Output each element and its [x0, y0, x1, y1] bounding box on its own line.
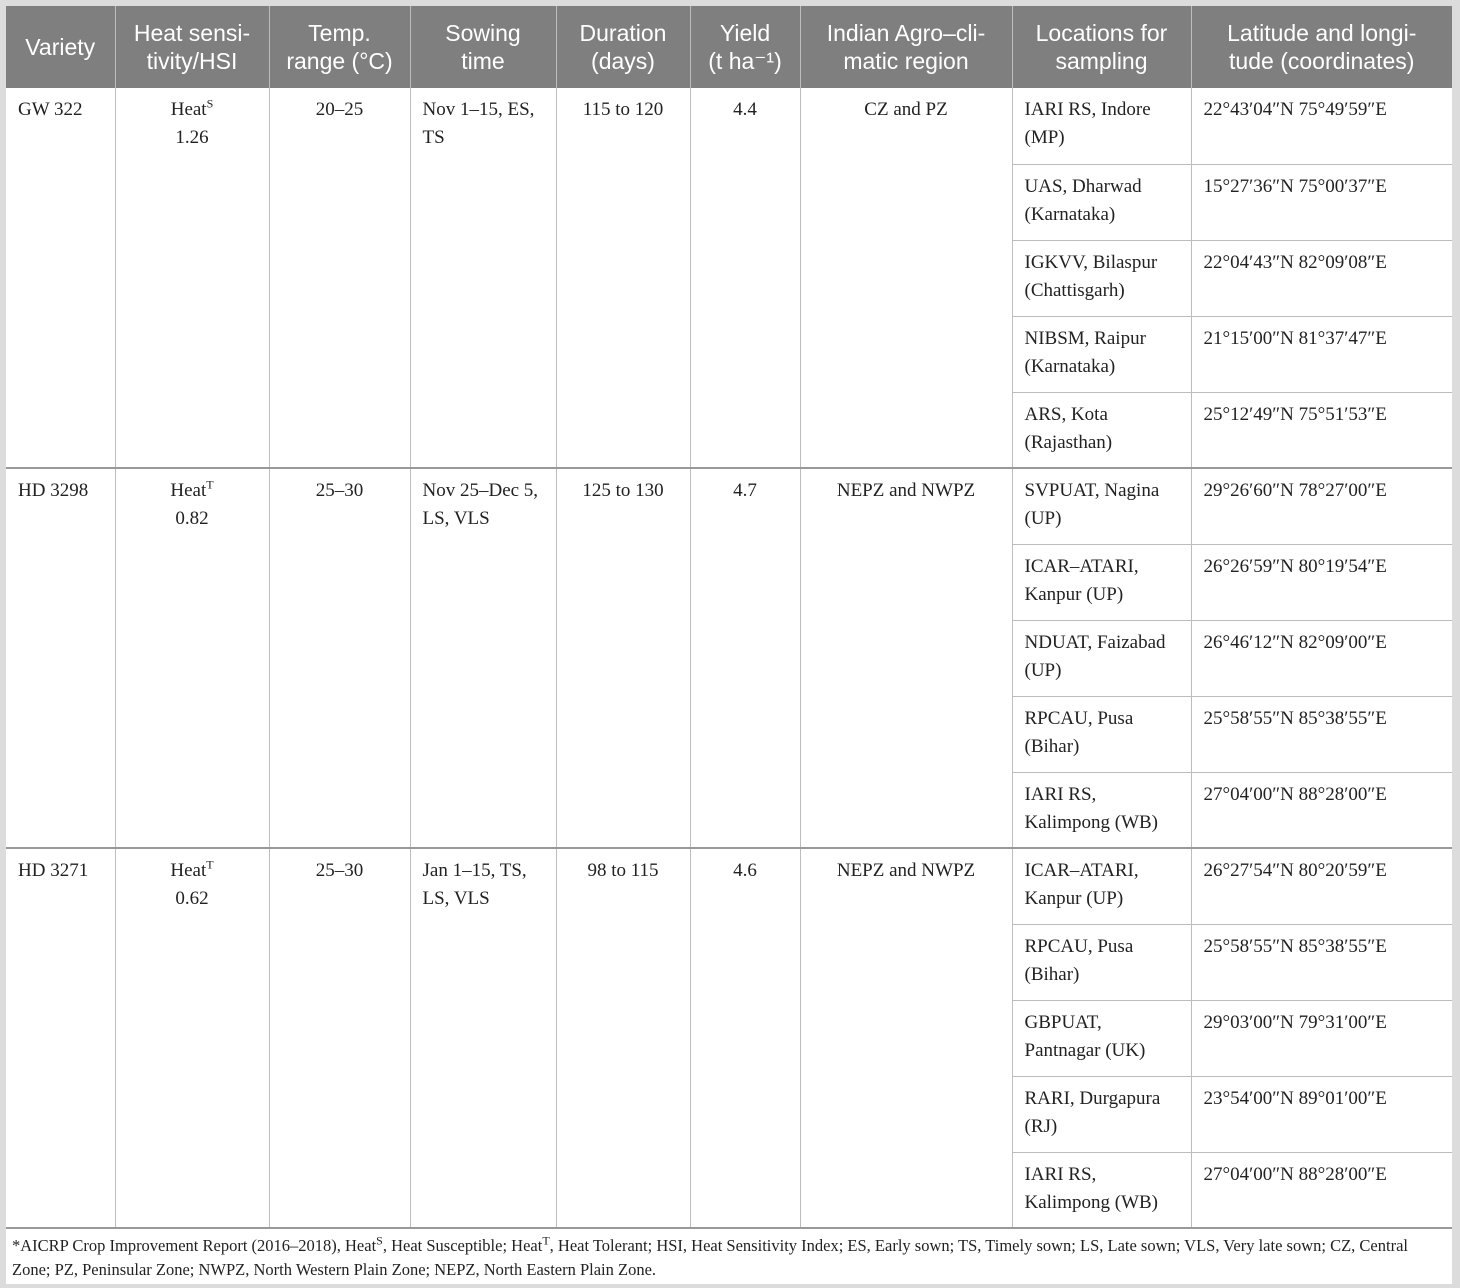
location-cell: ARS, Kota (Rajasthan) [1012, 392, 1191, 468]
heat-class-superscript: T [206, 477, 214, 492]
temp-range-cell: 25–30 [269, 848, 410, 1228]
heat-class-superscript: T [206, 857, 214, 872]
heat-class-superscript: S [206, 96, 214, 111]
heat-label: Heat [170, 480, 207, 501]
location-cell: SVPUAT, Nagina (UP) [1012, 468, 1191, 544]
column-header: Temp. range (°C) [269, 6, 410, 88]
coordinates-cell: 22°04′43″N 82°09′08″E [1191, 240, 1452, 316]
duration-cell: 125 to 130 [556, 468, 690, 848]
coordinates-cell: 21°15′00″N 81°37′47″E [1191, 316, 1452, 392]
coordinates-cell: 25°58′55″N 85°38′55″E [1191, 924, 1452, 1000]
sowing-time-cell: Nov 25–Dec 5, LS, VLS [410, 468, 556, 848]
column-header: Heat sensi- tivity/HSI [115, 6, 269, 88]
heat-sensitivity-cell [115, 88, 269, 468]
footnote-part1: *AICRP Crop Improvement Report (2016–2018), Heat [12, 1236, 377, 1255]
heat-label: Heat [170, 860, 207, 881]
temp-range-cell: 25–30 [269, 468, 410, 848]
coordinates-cell: 25°12′49″N 75°51′53″E [1191, 392, 1452, 468]
column-header: Duration (days) [556, 6, 690, 88]
location-cell: ICAR–ATARI, Kanpur (UP) [1012, 848, 1191, 924]
table-row [6, 88, 1452, 164]
yield-cell: 4.7 [690, 468, 800, 848]
heat-sensitivity-cell [115, 848, 269, 1228]
location-cell: RPCAU, Pusa (Bihar) [1012, 696, 1191, 772]
sowing-time-cell: Nov 1–15, ES, TS [410, 88, 556, 468]
coordinates-cell: 26°27′54″N 80°20′59″E [1191, 848, 1452, 924]
location-cell: RARI, Durgapura (RJ) [1012, 1076, 1191, 1152]
duration-cell: 115 to 120 [556, 88, 690, 468]
location-cell: NIBSM, Raipur (Karnataka) [1012, 316, 1191, 392]
location-cell: GBPUAT, Pantnagar (UK) [1012, 1000, 1191, 1076]
location-cell: IARI RS, Kalimpong (WB) [1012, 1152, 1191, 1228]
hsi-value: 0.62 [175, 888, 209, 909]
location-cell: ICAR–ATARI, Kanpur (UP) [1012, 544, 1191, 620]
table-row [6, 468, 1452, 544]
region-cell: NEPZ and NWPZ [800, 468, 1012, 848]
location-cell: IGKVV, Bilaspur (Chattisgarh) [1012, 240, 1191, 316]
region-cell: NEPZ and NWPZ [800, 848, 1012, 1228]
variety-cell: HD 3298 [6, 468, 115, 848]
footnote-part2: , Heat Susceptible; Heat [382, 1236, 543, 1255]
coordinates-cell: 23°54′00″N 89°01′00″E [1191, 1076, 1452, 1152]
column-header: Indian Agro–cli- matic region [800, 6, 1012, 88]
heat-label: Heat [170, 99, 207, 120]
heat-sensitivity-cell [115, 468, 269, 848]
coordinates-cell: 29°26′60″N 78°27′00″E [1191, 468, 1452, 544]
coordinates-cell: 22°43′04″N 75°49′59″E [1191, 88, 1452, 164]
table-footnote [6, 1229, 1452, 1282]
footnote-sup1: S [376, 1233, 383, 1248]
coordinates-cell: 27°04′00″N 88°28′00″E [1191, 772, 1452, 848]
temp-range-cell: 20–25 [269, 88, 410, 468]
column-header: Locations for sampling [1012, 6, 1191, 88]
footnote-part3: , Heat Tolerant; HSI, Heat Sensitivity Index; ES, Early sown; TS, Timely sown; LS, Late sown; VLS, Very late sown; CZ, Central Zone; PZ, Peninsular Zone; NWPZ, North Western Plain Zone; NEPZ, North Eastern Plain Zone. [12, 1236, 1408, 1279]
hsi-value: 1.26 [175, 127, 209, 148]
table-header [6, 6, 1452, 88]
variety-cell: GW 322 [6, 88, 115, 468]
yield-cell: 4.6 [690, 848, 800, 1228]
location-cell: IARI RS, Indore (MP) [1012, 88, 1191, 164]
footnote-sup2: T [542, 1233, 550, 1248]
location-cell: UAS, Dharwad (Karnataka) [1012, 164, 1191, 240]
table-body [6, 88, 1452, 1228]
header-row [6, 6, 1452, 88]
location-cell: IARI RS, Kalimpong (WB) [1012, 772, 1191, 848]
column-header: Latitude and longi- tude (coordinates) [1191, 6, 1452, 88]
location-cell: RPCAU, Pusa (Bihar) [1012, 924, 1191, 1000]
coordinates-cell: 26°46′12″N 82°09′00″E [1191, 620, 1452, 696]
region-cell: CZ and PZ [800, 88, 1012, 468]
coordinates-cell: 27°04′00″N 88°28′00″E [1191, 1152, 1452, 1228]
coordinates-cell: 26°26′59″N 80°19′54″E [1191, 544, 1452, 620]
column-header: Variety [6, 6, 115, 88]
table-row [6, 848, 1452, 924]
coordinates-cell: 25°58′55″N 85°38′55″E [1191, 696, 1452, 772]
coordinates-cell: 15°27′36″N 75°00′37″E [1191, 164, 1452, 240]
table-figure [6, 6, 1452, 1284]
coordinates-cell: 29°03′00″N 79°31′00″E [1191, 1000, 1452, 1076]
data-table [6, 6, 1452, 1229]
yield-cell: 4.4 [690, 88, 800, 468]
column-header: Sowing time [410, 6, 556, 88]
duration-cell: 98 to 115 [556, 848, 690, 1228]
variety-cell: HD 3271 [6, 848, 115, 1228]
location-cell: NDUAT, Faizabad (UP) [1012, 620, 1191, 696]
sowing-time-cell: Jan 1–15, TS, LS, VLS [410, 848, 556, 1228]
hsi-value: 0.82 [175, 508, 209, 529]
column-header: Yield (t ha⁻¹) [690, 6, 800, 88]
